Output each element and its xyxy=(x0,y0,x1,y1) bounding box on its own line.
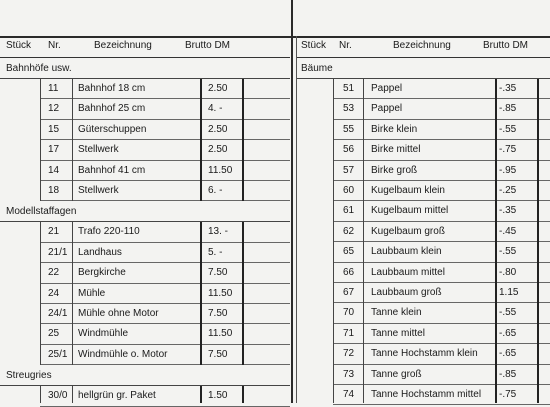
column-rule xyxy=(200,386,202,403)
column-rule xyxy=(242,222,244,365)
table-row xyxy=(333,283,550,303)
item-number: 30/0 xyxy=(48,390,68,402)
item-price: -.65 xyxy=(499,327,517,339)
left-header xyxy=(0,40,290,56)
column-rule xyxy=(40,79,41,201)
item-description: Tanne Hochstamm mittel xyxy=(371,389,482,400)
header-nr: Nr. xyxy=(339,40,352,51)
item-description: Güterschuppen xyxy=(78,123,147,135)
item-description: Windmühle xyxy=(78,328,129,340)
table-row xyxy=(333,365,550,385)
item-price: -.35 xyxy=(499,83,517,94)
item-description: Birke groß xyxy=(371,164,418,176)
item-number: 24/1 xyxy=(48,308,68,319)
table-row xyxy=(40,243,290,263)
item-description: hellgrün gr. Paket xyxy=(78,390,156,402)
item-number: 51 xyxy=(343,83,355,94)
item-price: 5. - xyxy=(208,246,223,258)
item-price: 2.50 xyxy=(208,123,228,135)
item-number: 18 xyxy=(48,185,60,196)
item-description: Windmühle o. Motor xyxy=(78,348,168,360)
item-description: Tanne Hochstamm klein xyxy=(371,348,478,360)
item-number: 53 xyxy=(343,103,355,115)
column-rule xyxy=(72,79,73,201)
table-row xyxy=(333,222,550,242)
item-number: 60 xyxy=(343,185,355,196)
item-description: Bahnhof 18 cm xyxy=(78,83,146,94)
item-price: 2.50 xyxy=(208,144,228,156)
item-number: 22 xyxy=(48,267,60,279)
row-rule xyxy=(40,364,290,365)
section-title: Streugries xyxy=(6,370,52,382)
item-description: Bahnhof 25 cm xyxy=(78,103,146,115)
column-rule xyxy=(40,386,41,403)
section-title: Modellstaffagen xyxy=(6,206,77,218)
item-price: -.55 xyxy=(499,246,517,258)
item-price: 7.50 xyxy=(208,267,228,279)
item-number: 25 xyxy=(48,328,60,340)
section-title: Bäume xyxy=(301,63,333,74)
table-row xyxy=(40,386,290,406)
table-row xyxy=(333,79,550,99)
item-number: 74 xyxy=(343,389,355,400)
column-rule xyxy=(40,222,41,365)
table-row xyxy=(40,263,290,283)
item-description: Mühle xyxy=(78,287,106,299)
item-number: 57 xyxy=(343,164,355,176)
column-rule xyxy=(200,222,202,365)
table-row xyxy=(40,99,290,119)
item-price: 6. - xyxy=(208,185,223,196)
item-number: 14 xyxy=(48,164,60,176)
table-row xyxy=(40,181,290,201)
table-row xyxy=(333,140,550,160)
item-price: 4. - xyxy=(208,103,223,115)
table-row xyxy=(333,385,550,405)
item-description: Tanne klein xyxy=(371,307,422,319)
item-number: 17 xyxy=(48,144,60,156)
table-row xyxy=(40,222,290,242)
table-row xyxy=(40,120,290,140)
item-number: 73 xyxy=(343,368,355,380)
item-price: -.55 xyxy=(499,123,517,135)
header-nr: Nr. xyxy=(48,40,61,51)
item-description: Tanne groß xyxy=(371,368,422,380)
header-price: Brutto DM xyxy=(483,40,529,51)
item-description: Birke klein xyxy=(371,123,418,135)
item-description: Tanne mittel xyxy=(371,327,425,339)
item-number: 21 xyxy=(48,226,60,238)
item-price: -.35 xyxy=(499,205,517,217)
item-price: -.85 xyxy=(499,103,517,115)
item-description: Pappel xyxy=(371,83,403,94)
item-description: Pappel xyxy=(371,103,403,115)
item-description: Birke mittel xyxy=(371,144,421,156)
row-rule xyxy=(333,404,550,405)
item-description: Laubbaum groß xyxy=(371,287,442,298)
header-desc: Bezeichnung xyxy=(94,40,152,51)
top-rule xyxy=(0,36,550,38)
item-price: 13. - xyxy=(208,226,229,238)
table-row xyxy=(40,304,290,324)
column-rule xyxy=(72,386,73,403)
item-price: 11.50 xyxy=(208,328,233,340)
table-row xyxy=(333,120,550,140)
item-price: -.45 xyxy=(499,225,517,237)
table-row xyxy=(333,324,550,344)
item-price: 1.15 xyxy=(499,287,519,298)
item-description: Laubbaum klein xyxy=(371,246,442,258)
item-price: -.85 xyxy=(499,368,517,380)
item-price: 11.50 xyxy=(208,287,233,299)
item-price: 2.50 xyxy=(208,83,228,94)
table-row xyxy=(333,161,550,181)
section-title: Bahnhöfe usw. xyxy=(6,63,72,74)
column-rule xyxy=(72,222,73,365)
right-header-rule xyxy=(297,57,550,58)
item-number: 72 xyxy=(343,348,355,360)
item-number: 71 xyxy=(343,327,355,339)
item-description: Bahnhof 41 cm xyxy=(78,164,146,176)
item-description: Kugelbaum klein xyxy=(371,185,445,196)
table-row xyxy=(40,345,290,365)
item-description: Stellwerk xyxy=(78,144,119,156)
item-number: 11 xyxy=(48,83,59,94)
item-description: Mühle ohne Motor xyxy=(78,308,159,319)
item-number: 56 xyxy=(343,144,355,156)
table-row xyxy=(333,242,550,262)
item-number: 15 xyxy=(48,123,60,135)
item-price: -.75 xyxy=(499,389,517,400)
column-rule xyxy=(495,79,497,403)
header-desc: Bezeichnung xyxy=(393,40,451,51)
right-header xyxy=(297,40,550,56)
table-row xyxy=(333,99,550,119)
item-number: 67 xyxy=(343,287,355,298)
header-qty: Stück xyxy=(301,40,327,51)
table-row xyxy=(333,201,550,221)
item-number: 70 xyxy=(343,307,355,319)
table-row xyxy=(333,181,550,201)
item-description: Bergkirche xyxy=(78,267,126,279)
item-price: -.95 xyxy=(499,164,517,176)
row-rule xyxy=(40,406,290,407)
item-description: Laubbaum mittel xyxy=(371,266,445,278)
center-divider xyxy=(291,0,293,403)
table-row xyxy=(40,324,290,344)
center-divider-inner xyxy=(296,36,297,403)
item-number: 66 xyxy=(343,266,355,278)
item-price: -.75 xyxy=(499,144,517,156)
column-rule xyxy=(242,386,244,403)
item-number: 12 xyxy=(48,103,60,115)
table-row xyxy=(40,140,290,160)
column-rule xyxy=(200,79,202,201)
item-number: 21/1 xyxy=(48,246,68,258)
left-header-rule xyxy=(0,57,290,58)
item-description: Kugelbaum mittel xyxy=(371,205,449,217)
column-rule xyxy=(537,79,539,403)
item-number: 55 xyxy=(343,123,355,135)
item-number: 25/1 xyxy=(48,348,68,360)
item-price: -.55 xyxy=(499,307,517,319)
header-qty: Stück xyxy=(6,40,32,51)
column-rule xyxy=(333,79,334,403)
table-row xyxy=(40,284,290,304)
row-rule xyxy=(40,200,290,201)
item-price: 11.50 xyxy=(208,164,233,176)
item-price: -.80 xyxy=(499,266,517,278)
column-rule xyxy=(242,79,244,201)
item-number: 61 xyxy=(343,205,355,217)
item-price: -.65 xyxy=(499,348,517,360)
item-price: 7.50 xyxy=(208,348,228,360)
table-row xyxy=(40,161,290,181)
item-price: 7.50 xyxy=(208,308,228,319)
item-number: 65 xyxy=(343,246,355,258)
item-number: 62 xyxy=(343,225,355,237)
item-price: -.25 xyxy=(499,185,517,196)
column-rule xyxy=(363,79,364,403)
table-row xyxy=(333,263,550,283)
item-description: Stellwerk xyxy=(78,185,119,196)
item-number: 24 xyxy=(48,287,60,299)
table-row xyxy=(333,303,550,323)
item-description: Trafo 220-110 xyxy=(78,226,140,238)
item-price: 1.50 xyxy=(208,390,228,402)
header-price: Brutto DM xyxy=(185,40,231,51)
item-description: Kugelbaum groß xyxy=(371,225,445,237)
item-description: Landhaus xyxy=(78,246,122,258)
table-row xyxy=(333,344,550,364)
table-row xyxy=(40,79,290,99)
